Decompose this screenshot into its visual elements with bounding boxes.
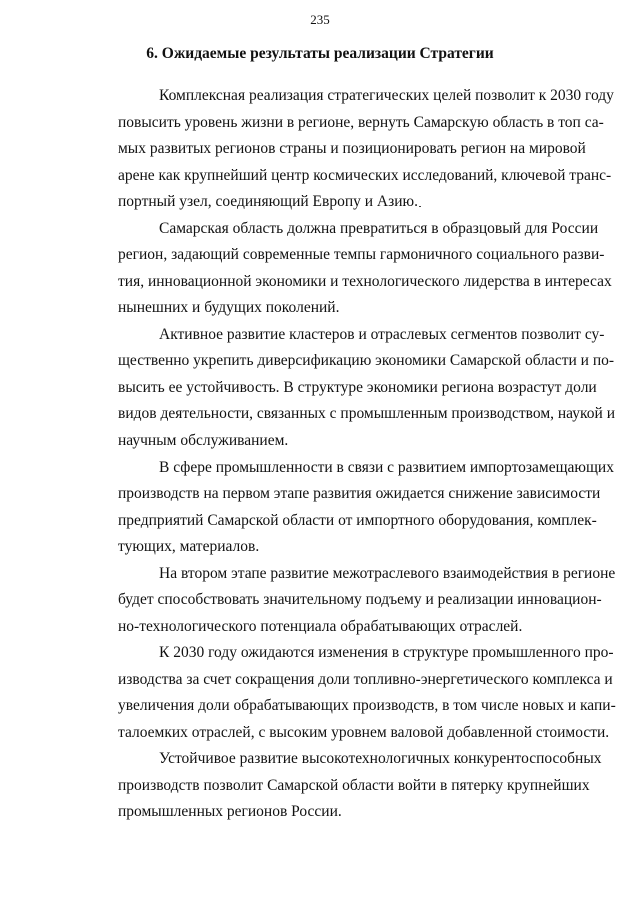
paragraph-4-line-4: тующих, материалов. [118,538,260,555]
paragraph-3-line-3: высить ее устойчивость. В структуре экономики региона возрастут доли [118,379,597,396]
paragraph-6-line-2: изводства за счет сокращения доли топливно-энергетического комплекса и [118,671,613,688]
paragraph-3-line-2: щественно укрепить диверсификацию экономики Самарской области и по- [118,352,615,369]
paragraph-7-line-1: Устойчивое развитие высокотехнологичных конкурентоспособных [159,750,602,767]
paragraph-4-line-2: производств на первом этапе развития ожидается снижение зависимости [118,485,601,502]
paragraph-1-line-4: арене как крупнейший центр космических исследований, ключевой транс- [118,167,612,184]
paragraph-1-line-5: портный узел, соединяющий Европу и Азию. [118,193,419,210]
paragraph-4-line-1: В сфере промышленности в связи с развитием импортозамещающих [159,459,614,476]
paragraph-3-line-4: видов деятельности, связанных с промышленным производством, наукой и [118,405,615,422]
paragraph-1-line-2: повысить уровень жизни в регионе, вернуть Самарскую область в топ са- [118,114,604,131]
paragraph-6-line-4: талоемких отраслей, с высоким уровнем валовой добавленной стоимости. [118,724,610,741]
paragraph-3-line-1: Активное развитие кластеров и отраслевых сегментов позволит су- [159,326,605,343]
paragraph-2-line-1: Самарская область должна превратиться в образцовый для России [159,220,599,237]
paragraph-6-line-3: увеличения доли обрабатывающих производств, в том числе новых и капи- [118,697,616,714]
paragraph-6-line-1: К 2030 году ожидаются изменения в структуре промышленного про- [159,644,614,661]
paragraph-7-line-2: производств позволит Самарской области войти в пятерку крупнейших [118,777,590,794]
paragraph-2-line-3: тия, инновационной экономики и технологического лидерства в интересах [118,273,612,290]
paragraph-2-line-2: регион, задающий современные темпы гармоничного социального разви- [118,246,605,263]
paragraph-4-line-3: предприятий Самарской области от импортного оборудования, комплек- [118,512,597,529]
paragraph-5-line-2: будет способствовать значительному подъему и реализации инновацион- [118,591,602,608]
paragraph-7-line-3: промышленных регионов России. [118,803,342,820]
paragraph-5-line-1: На втором этапе развитие межотраслевого взаимодействия в регионе [159,565,616,582]
paragraph-2-line-4: нынешних и будущих поколений. [118,299,340,316]
section-title: 6. Ожидаемые результаты реализации Стратегии [146,45,494,62]
paragraph-1-line-3: мых развитых регионов страны и позиционировать регион на мировой [118,140,586,157]
paragraph-3-line-5: научным обслуживанием. [118,432,289,449]
paragraph-5-line-3: но-технологического потенциала обрабатывающих отраслей. [118,618,523,635]
paragraph-1-line-1: Комплексная реализация стратегических целей позволит к 2030 году [159,87,614,104]
page-number: 235 [310,12,330,27]
